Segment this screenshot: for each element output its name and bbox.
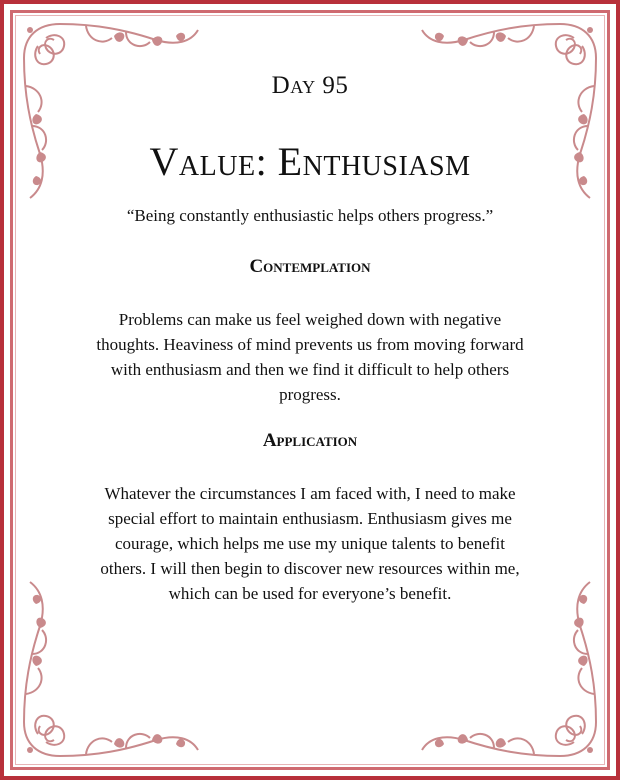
- contemplation-line: with enthusiasm and then we find it difficult to help others: [110, 360, 510, 379]
- application-heading: Application: [262, 430, 358, 451]
- application-line: courage, which helps me use my unique talents to benefit: [115, 534, 505, 553]
- contemplation-line: thoughts. Heaviness of mind prevents us from moving forward: [96, 335, 524, 354]
- contemplation-line: progress.: [279, 385, 341, 404]
- application-line: others. I will then begin to discover new resources within me,: [100, 559, 520, 578]
- application-line: special effort to maintain enthusiasm. Enthusiasm gives me: [108, 509, 512, 528]
- application-paragraph: [40, 481, 580, 606]
- application-line: which can be used for everyone’s benefit.: [168, 584, 452, 603]
- application-line: Whatever the circumstances I am faced with, I need to make: [104, 484, 516, 503]
- contemplation-line: Problems can make us feel weighed down with negative: [118, 310, 502, 329]
- day-label: Day 95: [271, 72, 349, 99]
- contemplation-heading: Contemplation: [249, 256, 371, 277]
- page-title: Value: Enthusiasm: [149, 139, 471, 184]
- value-quote: “Being constantly enthusiastic helps others progress.”: [126, 206, 494, 225]
- contemplation-paragraph: [40, 307, 580, 407]
